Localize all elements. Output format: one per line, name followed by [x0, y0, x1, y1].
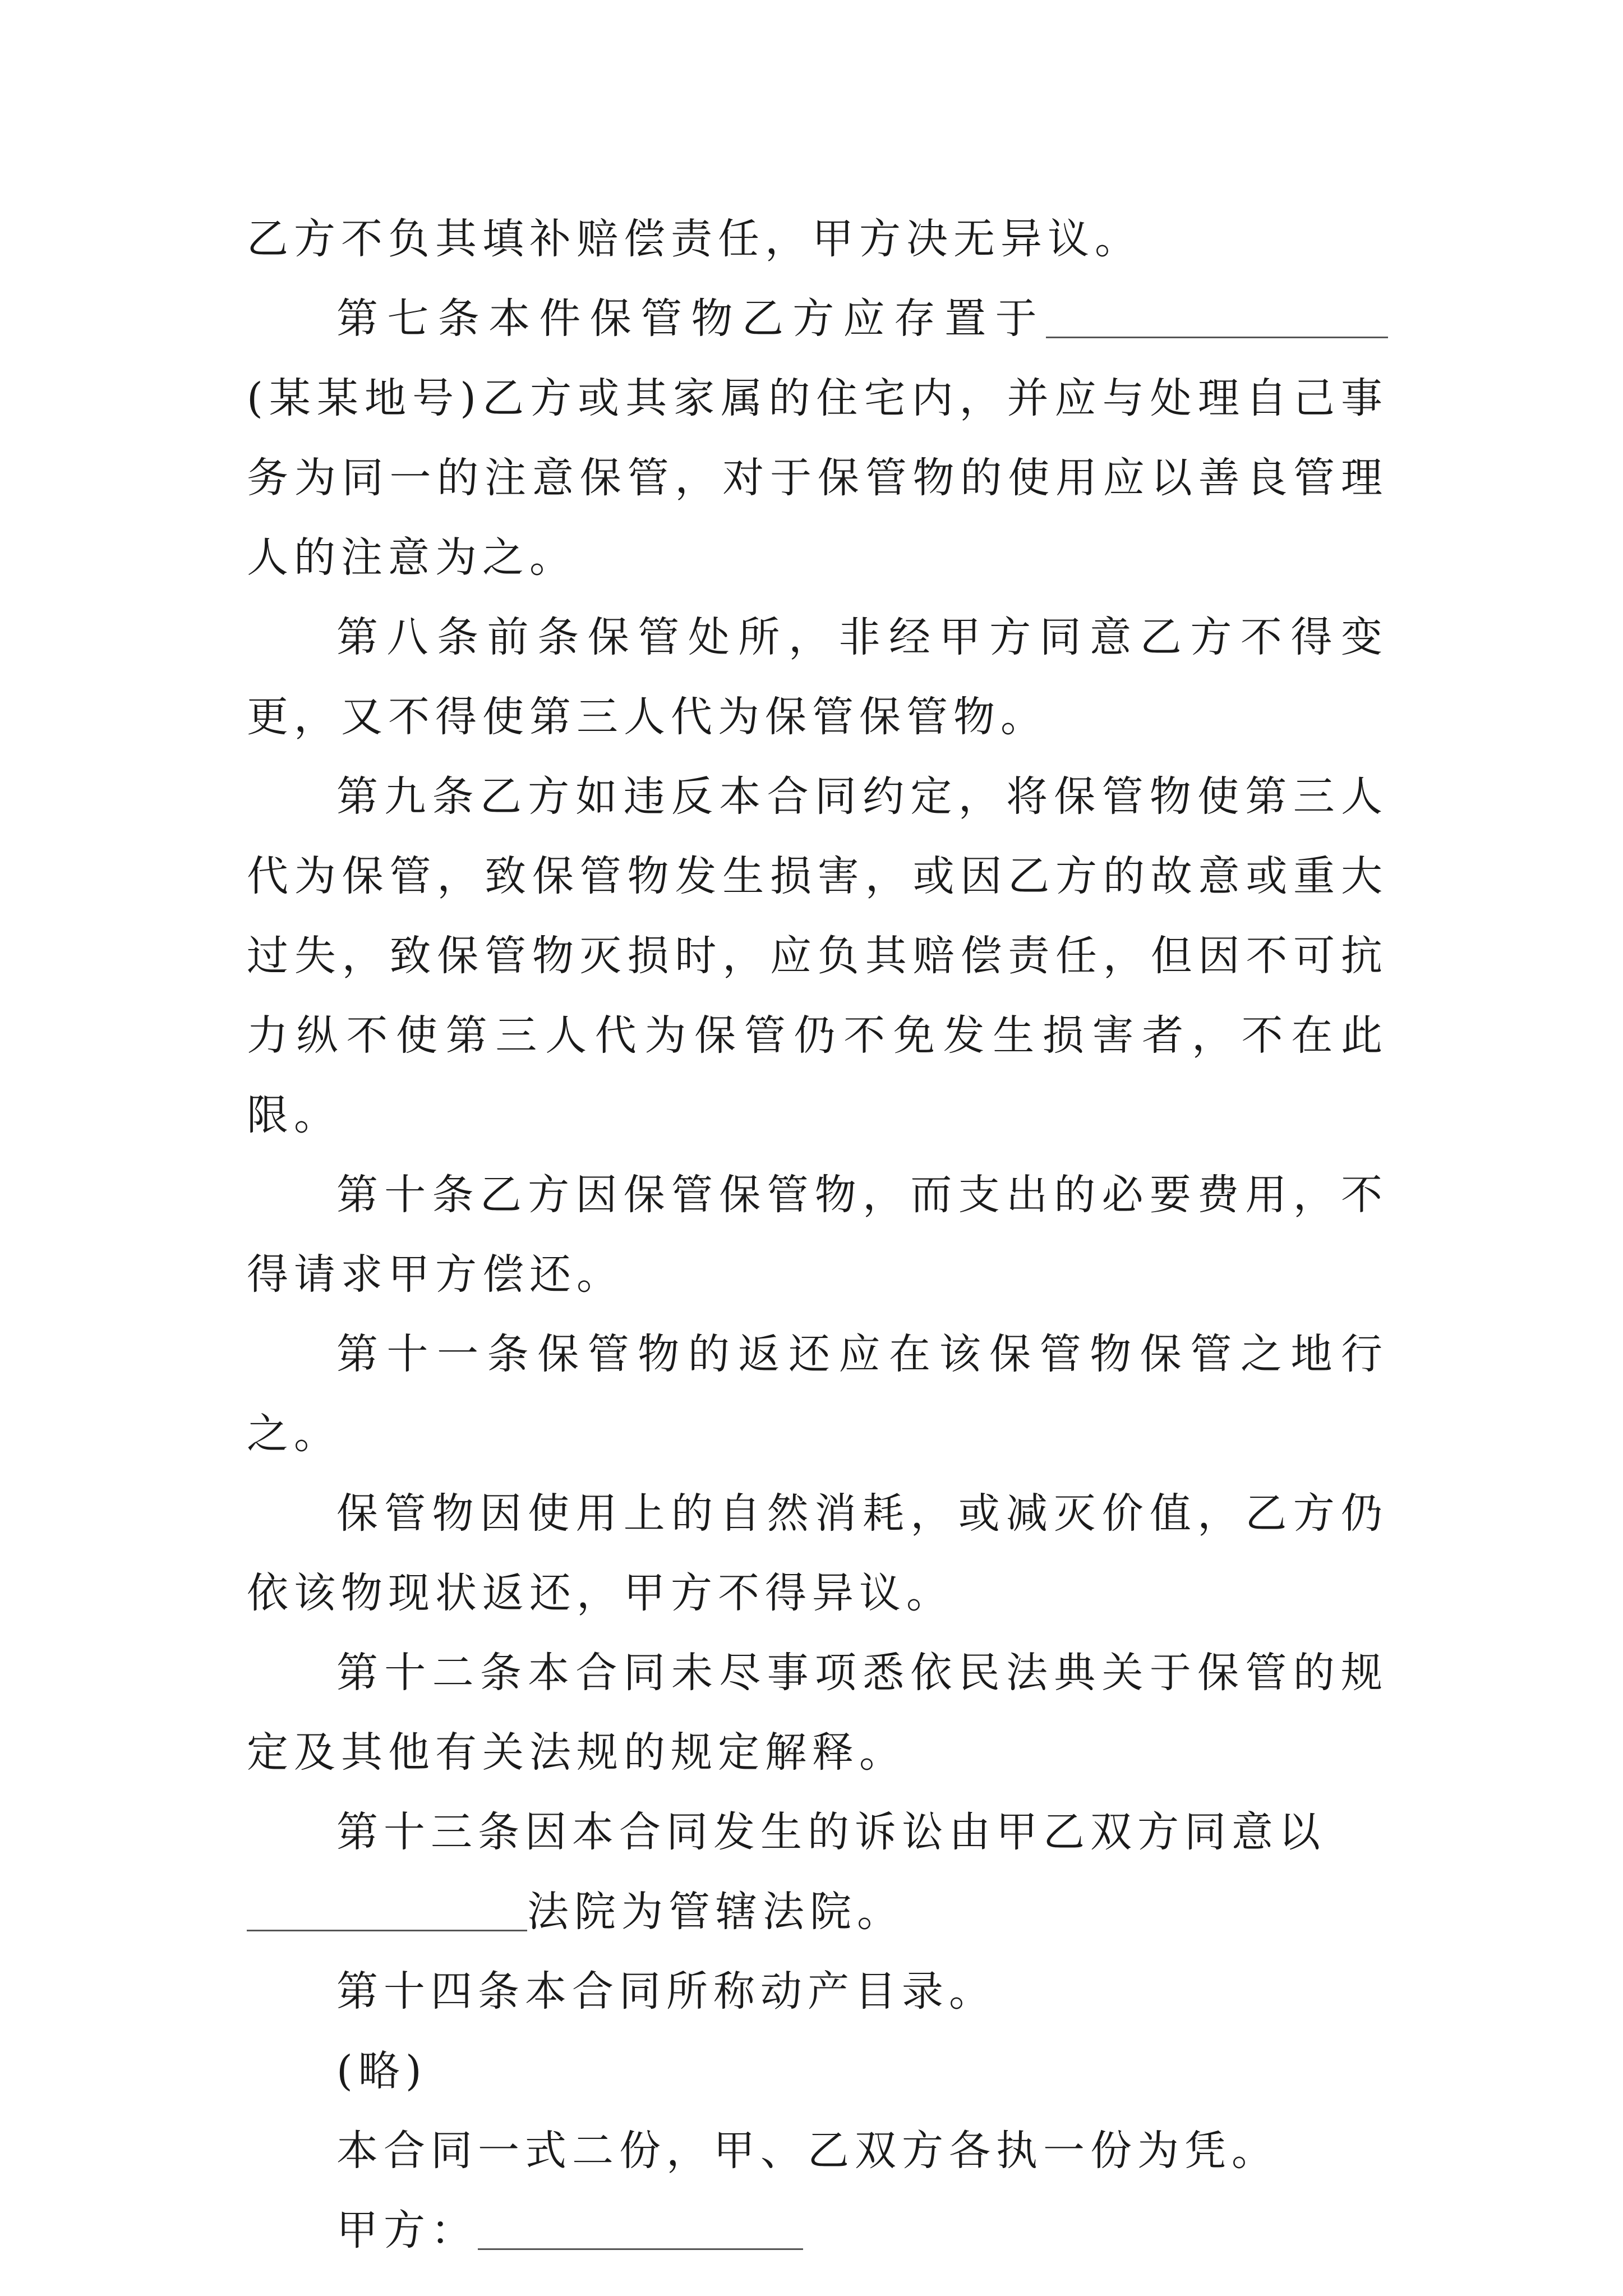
- party-a-label: 甲方：: [336, 2206, 478, 2254]
- party-a-signature-blank: [478, 2207, 803, 2250]
- storage-location-blank: [1046, 295, 1388, 338]
- party-a-signature-line: [247, 2191, 1388, 2270]
- document-page: [247, 199, 1388, 2270]
- article-7-text-a: 第七条本件保管物乙方应存置于: [336, 295, 1046, 343]
- omitted-note: (略): [336, 2047, 427, 2095]
- article-8: 第八条前条保管处所，非经甲方同意乙方不得变更，又不得使第三人代为保管保管物。: [247, 613, 1388, 741]
- article-10: 第十条乙方因保管保管物，而支出的必要费用，不得请求甲方偿还。: [247, 1171, 1388, 1299]
- article-13-text-b: 法院为管辖法院。: [527, 1888, 904, 1936]
- article-12: 第十二条本合同未尽事项悉依民法典关于保管的规定及其他有关法规的规定解释。: [247, 1649, 1388, 1777]
- article-14: 第十四条本合同所称动产目录。: [336, 1967, 996, 2016]
- article-11-clause: 保管物因使用上的自然消耗，或减灭价值，乙方仍依该物现状返还，甲方不得异议。: [247, 1489, 1388, 1617]
- paragraph-1: 乙方不负其填补赔偿责任，甲方决无异议。: [247, 215, 1142, 263]
- article-13: [247, 1792, 1388, 1952]
- article-7: [247, 279, 1388, 597]
- article-13-text-a: 第十三条因本合同发生的诉讼由甲乙双方同意以: [336, 1808, 1326, 1856]
- copies-statement: 本合同一式二份，甲、乙双方各执一份为凭。: [336, 2127, 1279, 2175]
- article-7-text-b: (某某地号)乙方或其家属的住宅内，并应与处理自己事务为同一的注意保管，对于保管物的使用应以善良管理人的注意为之。: [247, 374, 1388, 582]
- article-11: 第十一条保管物的返还应在该保管物保管之地行之。: [247, 1330, 1388, 1458]
- article-9: 第九条乙方如违反本合同约定，将保管物使第三人代为保管，致保管物发生损害，或因乙方的故意或重大过失，致保管物灭损时，应负其赔偿责任，但因不可抗力纵不使第三人代为保管仍不免发生损害者，不在此限。: [247, 772, 1388, 1139]
- court-name-blank: [247, 1888, 527, 1931]
